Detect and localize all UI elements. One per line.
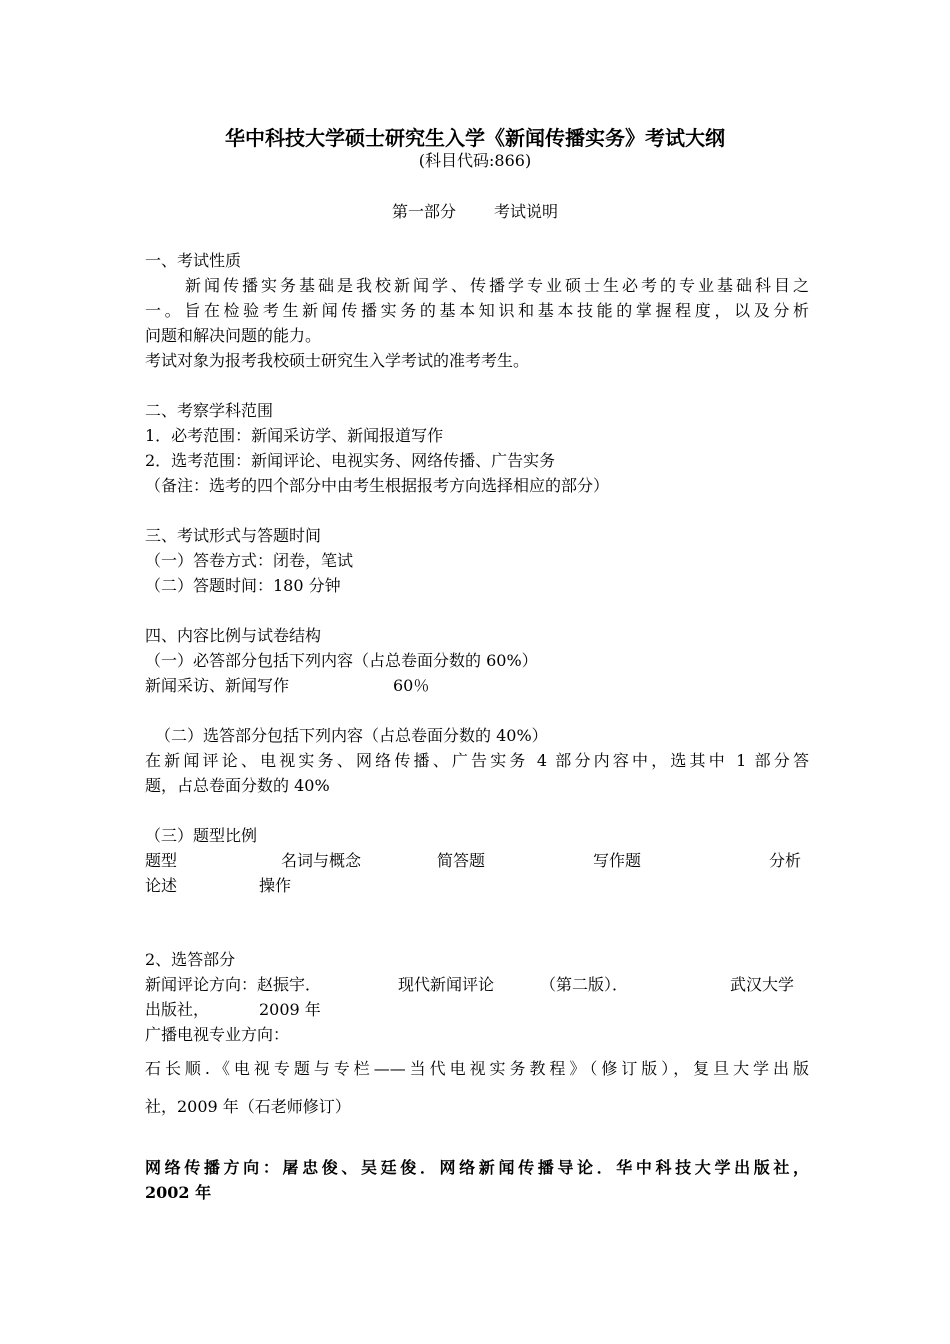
required-item: 新闻采访、新闻写作 <box>145 676 290 695</box>
subject-code: (科目代码:866) <box>418 151 532 170</box>
subsection-heading: （二）选答部分包括下列内容（占总卷面分数的 40%） <box>155 726 548 745</box>
part-number: 第一部分 <box>391 202 456 221</box>
section-heading-scope: 二、考察学科范围 <box>145 401 274 420</box>
reference-text-bold: 2002 年 <box>145 1183 212 1202</box>
reference-text: 新闻评论方向：赵振宇． <box>145 975 322 994</box>
reference-text: 武汉大学 <box>730 975 795 994</box>
reference-text: 2009 年 <box>259 1000 321 1019</box>
section-heading-structure: 四、内容比例与试卷结构 <box>145 626 322 645</box>
reference-text-bold: 网络传播方向：屠忠俊、吴廷俊．网络新闻传播导论．华中科技大学出版社， <box>145 1158 809 1177</box>
reference-heading: 广播电视专业方向： <box>145 1025 290 1044</box>
paragraph-line: 一。旨在检验考生新闻传播实务的基本知识和基本技能的掌握程度，以及分析 <box>145 301 809 320</box>
list-item: 1．必考范围：新闻采访学、新闻报道写作 <box>145 426 444 445</box>
type-label: 分析 <box>769 851 802 870</box>
section-heading-optional: 2、选答部分 <box>145 950 236 969</box>
reference-comment-row-continued <box>145 998 809 1022</box>
reference-comment-row <box>145 973 809 997</box>
type-label: 题型 <box>145 851 178 870</box>
list-item: （二）答题时间：180 分钟 <box>145 576 341 595</box>
type-label: 论述 <box>145 876 178 895</box>
required-percent: 60％ <box>393 676 430 695</box>
document-title: 华中科技大学硕士研究生入学《新闻传播实务》考试大纲 <box>225 126 725 150</box>
type-label: 名词与概念 <box>281 851 362 870</box>
section-heading-format: 三、考试形式与答题时间 <box>145 526 322 545</box>
paragraph-line: 在新闻评论、电视实务、网络传播、广告实务 4 部分内容中，选其中 1 部分答 <box>145 751 809 770</box>
paragraph-line: 新闻传播实务基础是我校新闻学、传播学专业硕士生必考的专业基础科目之 <box>185 276 809 295</box>
list-item: （一）答卷方式：闭卷，笔试 <box>145 551 354 570</box>
type-label: 简答题 <box>437 851 486 870</box>
paragraph-line: 考试对象为报考我校硕士研究生入学考试的准考考生。 <box>145 351 530 370</box>
part-heading <box>0 202 950 222</box>
type-label: 操作 <box>259 876 292 895</box>
question-type-row-continued <box>145 874 809 898</box>
paragraph-line: 题，占总卷面分数的 40% <box>145 776 330 795</box>
reference-text: （第二版）． <box>540 975 629 994</box>
paragraph-line: 问题和解决问题的能力。 <box>145 326 322 345</box>
subsection-heading: （一）必答部分包括下列内容（占总卷面分数的 60%） <box>145 651 538 670</box>
note-line: （备注：选考的四个部分中由考生根据报考方向选择相应的部分） <box>145 476 610 495</box>
part-name: 考试说明 <box>494 202 559 221</box>
list-item: 2．选考范围：新闻评论、电视实务、网络传播、广告实务 <box>145 451 556 470</box>
reference-text: 社，2009 年（石老师修订） <box>145 1097 351 1116</box>
type-label: 写作题 <box>593 851 642 870</box>
reference-text: 出版社， <box>145 1000 210 1019</box>
question-type-row <box>145 849 809 873</box>
reference-text: 石长顺.《电视专题与专栏——当代电视实务教程》（修订版），复旦大学出版 <box>145 1059 809 1078</box>
section-heading-exam-nature: 一、考试性质 <box>145 251 242 270</box>
reference-text: 现代新闻评论 <box>398 975 495 994</box>
subsection-heading: （三）题型比例 <box>145 826 258 845</box>
